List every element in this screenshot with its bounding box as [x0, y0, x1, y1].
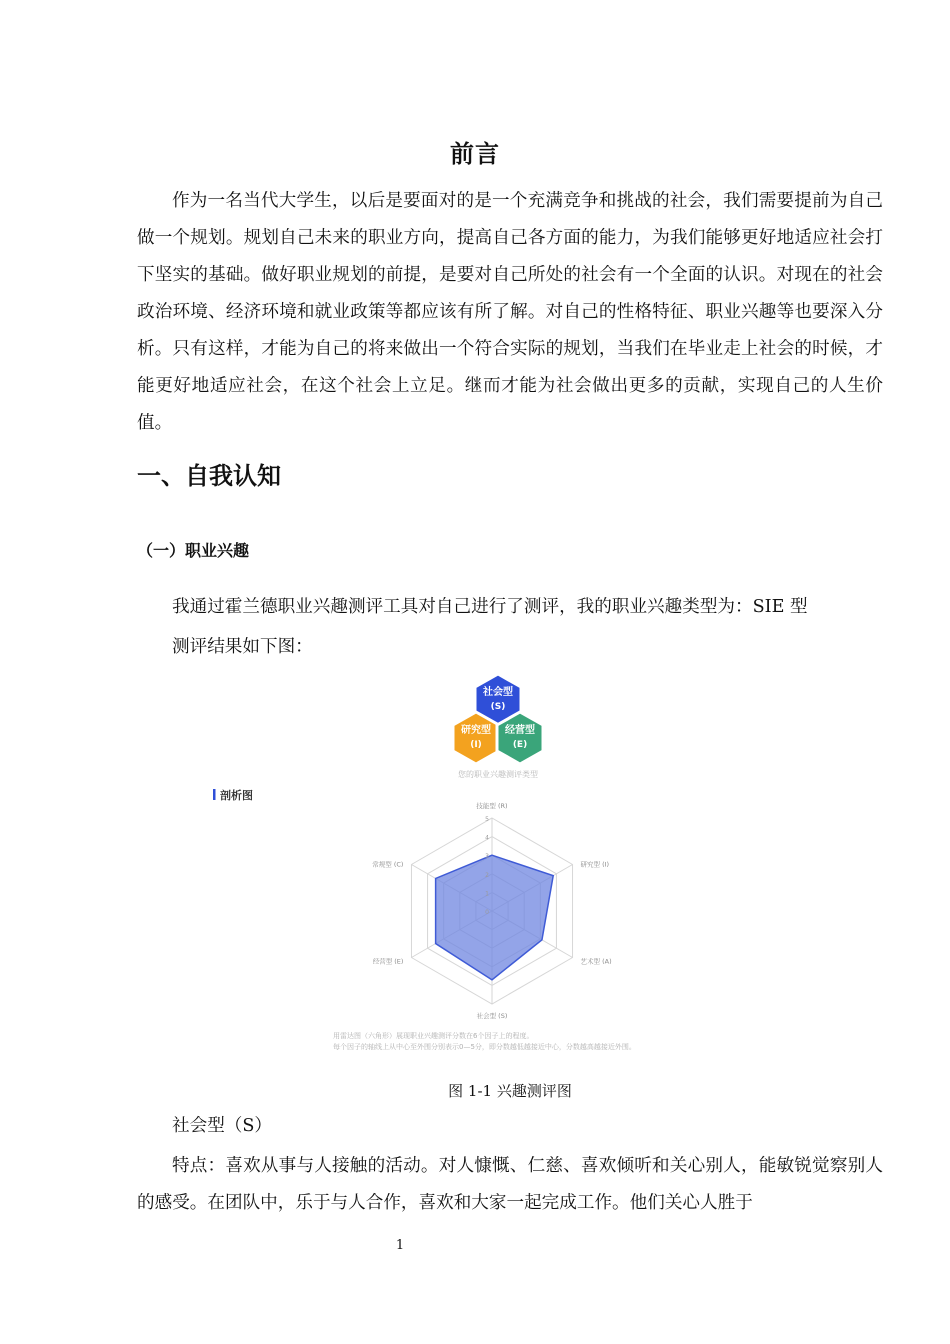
radar-chart: [372, 801, 611, 1020]
analysis-marker: [213, 789, 216, 800]
hexagon-badge-enterprising: [497, 712, 543, 764]
intro-line: 我通过霍兰德职业兴趣测评工具对自己进行了测评，我的职业兴趣类型为：SIE 型: [172, 597, 808, 617]
type-caption: 您的职业兴趣测评类型: [458, 770, 538, 779]
radar-axis-label: 艺术型 (A): [580, 957, 612, 966]
hexagon-investigative-name: 研究型: [461, 725, 491, 736]
analysis-label: 剖析图: [220, 789, 253, 802]
intro-line-2: 测评结果如下图：: [172, 637, 313, 657]
interest-test-figure: [0, 660, 950, 1060]
radar-tick-label: 4: [485, 834, 489, 842]
hexagon-enterprising-code: (E): [512, 740, 528, 750]
page-title: 前言: [450, 140, 500, 168]
hexagon-enterprising-name: 经营型: [505, 725, 535, 736]
social-type-heading: 社会型（S）: [172, 1116, 273, 1136]
hexagon-social-code: (S): [490, 702, 506, 712]
radar-tick-label: 5: [485, 816, 489, 823]
radar-tick-label: 0: [485, 909, 489, 916]
preface-paragraph: 作为一名当代大学生，以后是要面对的是一个充满竞争和挑战的社会，我们需要提前为自己做一个规划。规划自己未来的职业方向，提高自己各方面的能力，为我们能够更好地适应社会打下坚实的基础。做好职业规划的前提，是要对自己所处的社会有一个全面的认识。对现在的社会政治环境、经济环境和就业政策等都应该有所了解。对自己的性格特征、职业兴趣等也要深入分析。只有这样，才能为自己的将来做出一个符合实际的规划，当我们在毕业走上社会的时候，才能更好地适应社会，在这个社会上立足。继而才能为社会做出更多的贡献，实现自己的人生价值。: [137, 191, 883, 433]
radar-axis-label: 研究型 (I): [580, 860, 610, 869]
radar-tick-label: 1: [485, 890, 489, 898]
radar-tick-label: 3: [485, 853, 489, 861]
page-number: 1: [395, 1238, 405, 1253]
figure-note-2: 每个因子的轴线上从中心至外围分别表示0—5分，即分数越低越接近中心，分数越高越接近外围。: [333, 1043, 636, 1051]
radar-axis-label: 经营型 (E): [372, 957, 404, 966]
hexagon-enterprising-shape: [497, 712, 543, 764]
section-heading: 一、自我认知: [137, 462, 281, 490]
hexagon-investigative-shape: [453, 712, 499, 764]
figure-note-1: 用雷达图（六角形）展现职业兴趣测评分数在6个因子上的程度。: [333, 1032, 534, 1040]
radar-axis-label: 技能型 (R): [476, 802, 508, 810]
subsection-heading: （一）职业兴趣: [137, 541, 250, 560]
figure-caption: 图 1-1 兴趣测评图: [448, 1082, 572, 1100]
hexagon-social-name: 社会型: [483, 687, 513, 698]
hexagon-badge-investigative: [453, 712, 499, 764]
radar-tick-label: 2: [485, 871, 489, 879]
radar-axis-label: 常规型 (C): [372, 860, 404, 869]
radar-axis-label: 社会型 (S): [476, 1012, 508, 1020]
social-type-description: 特点：喜欢从事与人接触的活动。对人慷慨、仁慈、喜欢倾听和关心别人，能敏锐觉察别人的感受。在团队中，乐于与人合作，喜欢和大家一起完成工作。他们关心人胜于: [137, 1156, 883, 1213]
hexagon-investigative-code: (I): [470, 740, 482, 750]
radar-data-area: [436, 855, 554, 980]
